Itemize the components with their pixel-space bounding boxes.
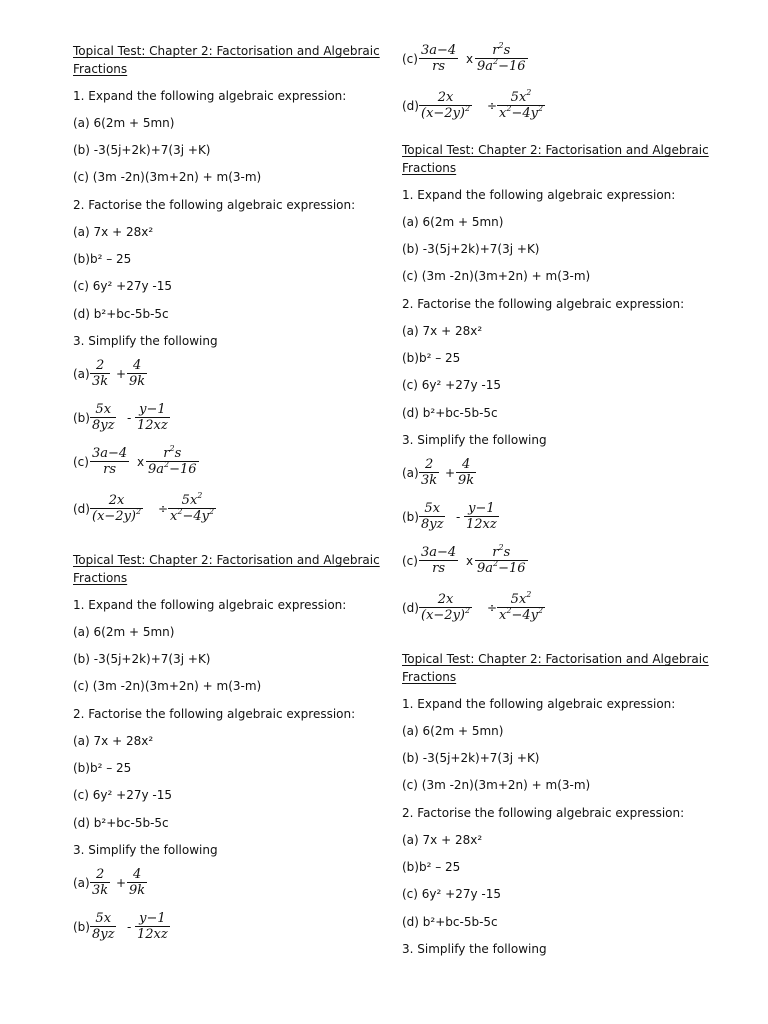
left-block-2-q2-a: (a) 7x + 28x² bbox=[73, 734, 154, 748]
left-block-1-q3-d-fraction-2-denominator: $x^2-4y^2$ bbox=[170, 507, 215, 524]
right-top-q3-c-fraction-2 bbox=[475, 43, 528, 74]
right-block-1-q3-b-operator: - bbox=[456, 510, 461, 524]
left-block-2-q3-a-fraction-1-denominator: 3k bbox=[92, 883, 109, 898]
left-block-2-q3-a-fraction-1-numerator: 2 bbox=[95, 867, 105, 882]
left-block-1-q1-heading: 1. Expand the following algebraic expression: bbox=[73, 89, 347, 103]
right-block-1-q3-a-fraction-1 bbox=[419, 457, 439, 488]
left-block-2-q2-heading: 2. Factorise the following algebraic expression: bbox=[73, 707, 356, 721]
left-block-1-q3-a-fraction-2 bbox=[127, 358, 147, 389]
left-block-2-q3-b-fraction-2-denominator: 12xz bbox=[137, 927, 168, 942]
left-block-2-q3-b-fraction-1 bbox=[90, 911, 116, 942]
left-block-1-q1-a: (a) 6(2m + 5mn) bbox=[73, 116, 175, 130]
left-block-1-q3-d-fraction-1-denominator: $(x-2y)^2$ bbox=[92, 507, 142, 524]
right-block-1-q3-d-label: (d) bbox=[402, 601, 419, 615]
right-block-1-q3-c-label: (c) bbox=[402, 554, 418, 568]
right-block-1-q3-d-fraction-2-denominator: $x^2-4y^2$ bbox=[499, 606, 544, 623]
left-block-1-q3-c-label: (c) bbox=[73, 455, 89, 469]
left-block-2-q2-d: (d) b²+bc-5b-5c bbox=[73, 816, 169, 830]
left-block-2-q3-a-fraction-2-denominator: 9k bbox=[129, 883, 146, 898]
left-block-1-q3-a-label: (a) bbox=[73, 367, 90, 381]
right-block-1-q1-b: (b) -3(5j+2k)+7(3j +K) bbox=[402, 242, 540, 256]
left-block-1-q3-c-fraction-1-denominator: rs bbox=[90, 461, 129, 477]
right-block-1-q3-heading: 3. Simplify the following bbox=[402, 433, 547, 447]
left-block-2-q3-a-fraction-2 bbox=[127, 867, 147, 898]
left-block-2-q3-b-fraction-1-denominator: 8yz bbox=[92, 927, 115, 942]
right-block-2-q2-c: (c) 6y² +27y -15 bbox=[402, 887, 501, 901]
left-block-1-q3-c-fraction-2 bbox=[146, 446, 199, 477]
left-block-1-q3-c-fraction-1 bbox=[90, 446, 129, 477]
left-block-2-q3-b-operator: - bbox=[127, 920, 132, 934]
right-block-1-q3-a-label: (a) bbox=[402, 466, 419, 480]
left-block-2-q2-c: (c) 6y² +27y -15 bbox=[73, 788, 172, 802]
left-block-2-q3-a-fraction-2-numerator: 4 bbox=[132, 867, 142, 882]
right-block-1-q3-c-fraction-2-numerator: $r^2s$ bbox=[492, 543, 511, 560]
left-block-1-q3-a-fraction-1 bbox=[90, 358, 110, 389]
right-block-1-q3-d-fraction-1 bbox=[419, 592, 472, 623]
right-block-1-q3-b-fraction-1-denominator: 8yz bbox=[421, 517, 444, 532]
left-block-2-q3-heading: 3. Simplify the following bbox=[73, 843, 218, 857]
left-block-2-q3-b-fraction-1-numerator: 5x bbox=[95, 911, 112, 926]
right-block-1-q3-a-operator: + bbox=[445, 466, 456, 480]
right-block-1-q2-b: (b)b² – 25 bbox=[402, 351, 461, 365]
left-block-1-q3-heading: 3. Simplify the following bbox=[73, 334, 218, 348]
right-top-q3-c-fraction-1-denominator: rs bbox=[419, 58, 458, 74]
right-block-1-q3-a-fraction-2 bbox=[456, 457, 476, 488]
right-top-q3-d-label: (d) bbox=[402, 99, 419, 113]
left-block-1-q3-d-operator: ÷ bbox=[158, 502, 169, 516]
right-top-q3-d-fraction-1-denominator: $(x-2y)^2$ bbox=[421, 104, 471, 121]
right-block-1-title-line-1: Topical Test: Chapter 2: Factorisation and Algebraic bbox=[402, 143, 709, 157]
right-block-1-q3-c-fraction-1 bbox=[419, 545, 458, 576]
left-block-1-q3-b-fraction-2-numerator: y−1 bbox=[139, 402, 166, 417]
right-block-1-q3-d-fraction-1-numerator: 2x bbox=[437, 592, 454, 607]
right-block-1-q2-d: (d) b²+bc-5b-5c bbox=[402, 406, 498, 420]
left-block-2-q3-b-fraction-2-numerator: y−1 bbox=[139, 911, 166, 926]
left-block-1-q3-d-label: (d) bbox=[73, 502, 90, 516]
right-block-2-q2-d: (d) b²+bc-5b-5c bbox=[402, 915, 498, 929]
right-block-1-q3-a-fraction-1-denominator: 3k bbox=[421, 473, 438, 488]
right-top-q3-c-fraction-1-numerator: 3a−4 bbox=[421, 43, 457, 58]
left-block-1-q3-b-fraction-1 bbox=[90, 402, 116, 433]
left-block-2-q2-b: (b)b² – 25 bbox=[73, 761, 132, 775]
left-block-1-q3-b-operator: - bbox=[127, 411, 132, 425]
right-block-2-q1-a: (a) 6(2m + 5mn) bbox=[402, 724, 504, 738]
left-block-2-q3-a-operator: + bbox=[116, 876, 127, 890]
right-block-1-q3-a-fraction-1-numerator: 2 bbox=[424, 457, 434, 472]
left-block-1-q3-b-label: (b) bbox=[73, 411, 90, 425]
right-block-1-q3-c-fraction-1-denominator: rs bbox=[419, 560, 458, 576]
left-block-1-q3-c-fraction-1-numerator: 3a−4 bbox=[92, 446, 128, 461]
right-block-1-q3-b-fraction-1-numerator: 5x bbox=[424, 501, 441, 516]
left-block-1-q3-a-fraction-1-numerator: 2 bbox=[95, 358, 105, 373]
right-block-2-q2-heading: 2. Factorise the following algebraic expression: bbox=[402, 806, 685, 820]
left-block-1-q3-d-fraction-1 bbox=[90, 493, 143, 524]
left-block-1-q3-b-fraction-2 bbox=[135, 402, 170, 433]
left-block-1-q3-a-fraction-2-denominator: 9k bbox=[129, 374, 146, 389]
right-block-1-q3-b-label: (b) bbox=[402, 510, 419, 524]
right-block-1-q3-c-fraction-2-denominator: $9a^2-16$ bbox=[477, 559, 526, 576]
right-block-2-q1-heading: 1. Expand the following algebraic expression: bbox=[402, 697, 676, 711]
left-block-1-q2-d: (d) b²+bc-5b-5c bbox=[73, 307, 169, 321]
right-block-2-q3-heading: 3. Simplify the following bbox=[402, 942, 547, 956]
right-top-q3-d-fraction-2-numerator: $5x^2$ bbox=[510, 88, 532, 105]
right-block-1-q2-heading: 2. Factorise the following algebraic expression: bbox=[402, 297, 685, 311]
right-block-2-title-line-2: Fractions bbox=[402, 670, 457, 684]
right-block-1-q3-d-operator: ÷ bbox=[487, 601, 498, 615]
right-block-2-title-line-1: Topical Test: Chapter 2: Factorisation and Algebraic bbox=[402, 652, 709, 666]
right-top-q3-c-fraction-2-numerator: $r^2s$ bbox=[492, 41, 511, 58]
right-block-1-q2-a: (a) 7x + 28x² bbox=[402, 324, 483, 338]
left-block-2-q1-heading: 1. Expand the following algebraic expression: bbox=[73, 598, 347, 612]
left-block-1-q2-b: (b)b² – 25 bbox=[73, 252, 132, 266]
right-block-1-q1-heading: 1. Expand the following algebraic expression: bbox=[402, 188, 676, 202]
right-block-1-q2-c: (c) 6y² +27y -15 bbox=[402, 378, 501, 392]
right-block-1-q3-b-fraction-2-numerator: y−1 bbox=[468, 501, 495, 516]
right-block-1-q3-b-fraction-2-denominator: 12xz bbox=[466, 517, 497, 532]
left-block-1-q2-heading: 2. Factorise the following algebraic expression: bbox=[73, 198, 356, 212]
left-block-1-q3-b-fraction-2-denominator: 12xz bbox=[137, 418, 168, 433]
left-block-2-q3-a-fraction-1 bbox=[90, 867, 110, 898]
right-block-2-q2-a: (a) 7x + 28x² bbox=[402, 833, 483, 847]
right-block-1-q3-c-operator: x bbox=[466, 554, 474, 568]
left-block-1-title-line-2: Fractions bbox=[73, 62, 128, 76]
left-block-2-q3-b-fraction-2 bbox=[135, 911, 170, 942]
left-block-1-q3-a-fraction-2-numerator: 4 bbox=[132, 358, 142, 373]
left-block-2-q1-c: (c) (3m -2n)(3m+2n) + m(3-m) bbox=[73, 679, 262, 693]
left-block-1-q2-a: (a) 7x + 28x² bbox=[73, 225, 154, 239]
right-top-q3-c-operator: x bbox=[466, 52, 474, 66]
left-block-1-q3-d-fraction-1-numerator: 2x bbox=[108, 493, 125, 508]
left-block-1-q3-c-fraction-2-denominator: $9a^2-16$ bbox=[148, 460, 197, 477]
left-block-1-q3-d-fraction-2 bbox=[168, 493, 216, 524]
left-block-1-q1-b: (b) -3(5j+2k)+7(3j +K) bbox=[73, 143, 211, 157]
right-block-1-q1-a: (a) 6(2m + 5mn) bbox=[402, 215, 504, 229]
left-block-1-q3-b-fraction-1-numerator: 5x bbox=[95, 402, 112, 417]
right-top-q3-c-fraction-1 bbox=[419, 43, 458, 74]
right-block-1-q3-a-fraction-2-denominator: 9k bbox=[458, 473, 475, 488]
right-block-1-q3-a-fraction-2-numerator: 4 bbox=[461, 457, 471, 472]
right-block-1-q3-d-fraction-2 bbox=[497, 592, 545, 623]
right-top-q3-d-fraction-1-numerator: 2x bbox=[437, 90, 454, 105]
right-top-q3-d-operator: ÷ bbox=[487, 99, 498, 113]
right-block-1-q3-d-fraction-1-denominator: $(x-2y)^2$ bbox=[421, 606, 471, 623]
left-block-2-q3-b-label: (b) bbox=[73, 920, 90, 934]
left-block-2-title-line-2: Fractions bbox=[73, 571, 128, 585]
left-block-1-title-line-1: Topical Test: Chapter 2: Factorisation and Algebraic bbox=[73, 44, 380, 58]
left-block-2-q1-b: (b) -3(5j+2k)+7(3j +K) bbox=[73, 652, 211, 666]
right-block-1-q3-b-fraction-2 bbox=[464, 501, 499, 532]
left-block-1-q1-c: (c) (3m -2n)(3m+2n) + m(3-m) bbox=[73, 170, 262, 184]
left-block-1-q3-c-fraction-2-numerator: $r^2s$ bbox=[163, 444, 182, 461]
right-top-q3-c-label: (c) bbox=[402, 52, 418, 66]
right-top-q3-c-fraction-2-denominator: $9a^2-16$ bbox=[477, 57, 526, 74]
left-block-1-q3-b-fraction-1-denominator: 8yz bbox=[92, 418, 115, 433]
right-block-1-q3-b-fraction-1 bbox=[419, 501, 445, 532]
left-block-1-q3-d-fraction-2-numerator: $5x^2$ bbox=[181, 491, 203, 508]
right-block-1-q3-c-fraction-1-numerator: 3a−4 bbox=[421, 545, 457, 560]
right-block-2-q1-b: (b) -3(5j+2k)+7(3j +K) bbox=[402, 751, 540, 765]
right-block-1-q3-d-fraction-2-numerator: $5x^2$ bbox=[510, 590, 532, 607]
right-block-2-q2-b: (b)b² – 25 bbox=[402, 860, 461, 874]
right-top-q3-d-fraction-2-denominator: $x^2-4y^2$ bbox=[499, 104, 544, 121]
left-block-2-q3-a-label: (a) bbox=[73, 876, 90, 890]
right-block-1-title-line-2: Fractions bbox=[402, 161, 457, 175]
right-block-1-q1-c: (c) (3m -2n)(3m+2n) + m(3-m) bbox=[402, 269, 591, 283]
left-block-1-q3-a-operator: + bbox=[116, 367, 127, 381]
right-block-1-q3-c-fraction-2 bbox=[475, 545, 528, 576]
left-block-1-q3-c-operator: x bbox=[137, 455, 145, 469]
left-block-1-q3-a-fraction-1-denominator: 3k bbox=[92, 374, 109, 389]
right-block-2-q1-c: (c) (3m -2n)(3m+2n) + m(3-m) bbox=[402, 778, 591, 792]
right-top-q3-d-fraction-2 bbox=[497, 90, 545, 121]
left-block-1-q2-c: (c) 6y² +27y -15 bbox=[73, 279, 172, 293]
left-block-2-q1-a: (a) 6(2m + 5mn) bbox=[73, 625, 175, 639]
right-top-q3-d-fraction-1 bbox=[419, 90, 472, 121]
left-block-2-title-line-1: Topical Test: Chapter 2: Factorisation and Algebraic bbox=[73, 553, 380, 567]
